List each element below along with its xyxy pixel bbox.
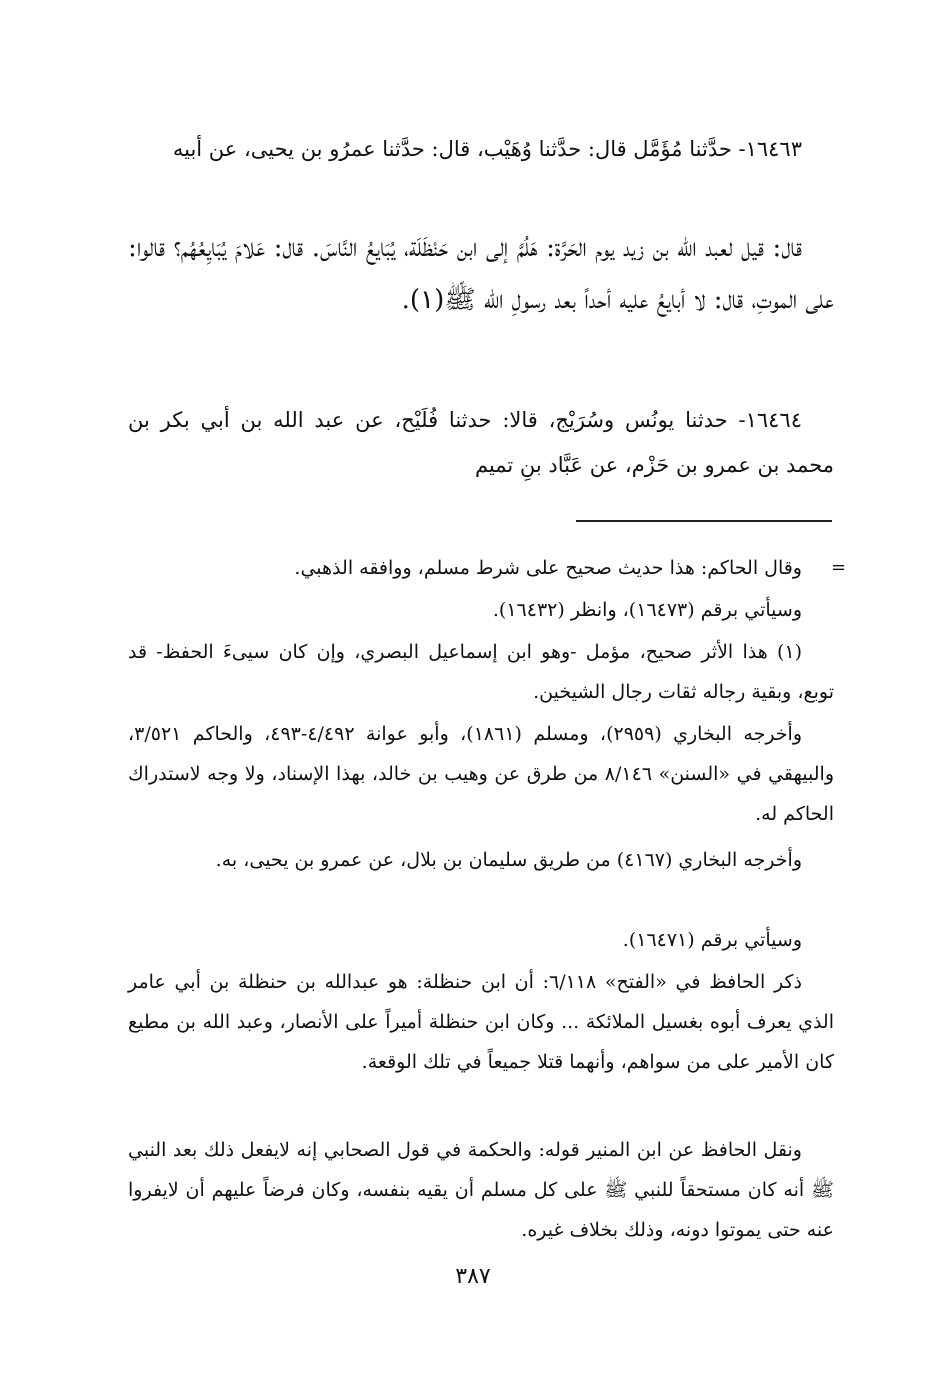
footnote-1-fath-quote: ذكر الحافظ في «الفتح» ٦/١١٨: أن ابن حنظلة: هو عبدالله بن حنظلة بن أبي عامر الذي يعرف أبوه بغسيل الملائكة ... وكان ابن حنظلة أميراً على الأنصار، وعبد الله بن مطيع كان الأمير على من سواهم، وأنهما قتلا جميعاً في تلك الوقعة. (128, 971, 834, 1073)
hadith-16464-isnad: ١٦٤٦٤- حدثنا يونُس وسُرَيْج، قالا: حدثنا فُلَيْح، عن عبد الله بن أبي بكر بن محمد بن عمرو بن حَزْم، عن عَبَّاد بنِ تميم (128, 408, 834, 477)
footnote-separator (576, 520, 832, 522)
footnote-continuation-text: وقال الحاكم: هذا حديث صحيح على شرط مسلم، ووافقه الذهبي. (294, 557, 802, 579)
footnote-continuation-mark: = (831, 557, 847, 578)
footnote-1-sources: وأخرجه البخاري (٢٩٥٩)، ومسلم (١٨٦١)، وأبو عوانة ٤/٤٩٢-٤٩٣، والحاكم ٣/٥٢١، والبيهقي في «السنن» ٨/١٤٦ من طرق عن وهيب بن خالد، بهذا الإسناد، ولا وجه لاستدراك الحاكم له. (128, 723, 834, 825)
footnote-continuation-crossref: وسيأتي برقم (١٦٤٧٣)، وانظر (١٦٤٣٢). (492, 599, 802, 621)
footnote-1-bukhari: وأخرجه البخاري (٤١٦٧) من طريق سليمان بن بلال، عن عمرو بن يحيى، به. (215, 849, 802, 871)
hadith-16463-matn: قال: قيل لعبد الله بن زيد يوم الحَرَّة: هَلُمَّ إلى ابن حَنْظَلَة، يُبَايعُ النَّاسَ. قال: عَلامَ يُبَايِعُهُم؟ قالوا: على الموتِ، قال: لا أبايعُ عليه أحداً بعد رسولِ الله ﷺ(١). (128, 233, 834, 315)
footnote-1-grading: (١) هذا الأثر صحيح، مؤمل -وهو ابن إسماعيل البصري، وإن كان سيىءَ الحفظ- قد توبع، وبقية رجاله ثقات رجال الشيخين. (128, 641, 834, 703)
footnote-1-crossref: وسيأتي برقم (١٦٤٧١). (622, 929, 802, 951)
footnote-1-ibn-munir-quote: ونقل الحافظ عن ابن المنير قوله: والحكمة في قول الصحابي إنه لايفعل ذلك بعد النبي ﷺ أنه كان مستحقاً للنبي ﷺ على كل مسلم أن يقيه بنفسه، وكان فرضاً عليهم أن لايفروا عنه حتى يموتوا دونه، وذلك بخلاف غيره. (128, 1139, 834, 1241)
page-number: ٣٨٧ (455, 1264, 491, 1289)
hadith-16463-isnad: ١٦٤٦٣- حدَّثنا مُؤَمَّل قال: حدَّثنا وُهَيْب، قال: حدَّثنا عمرُو بن يحيى، عن أبيه (172, 137, 802, 161)
